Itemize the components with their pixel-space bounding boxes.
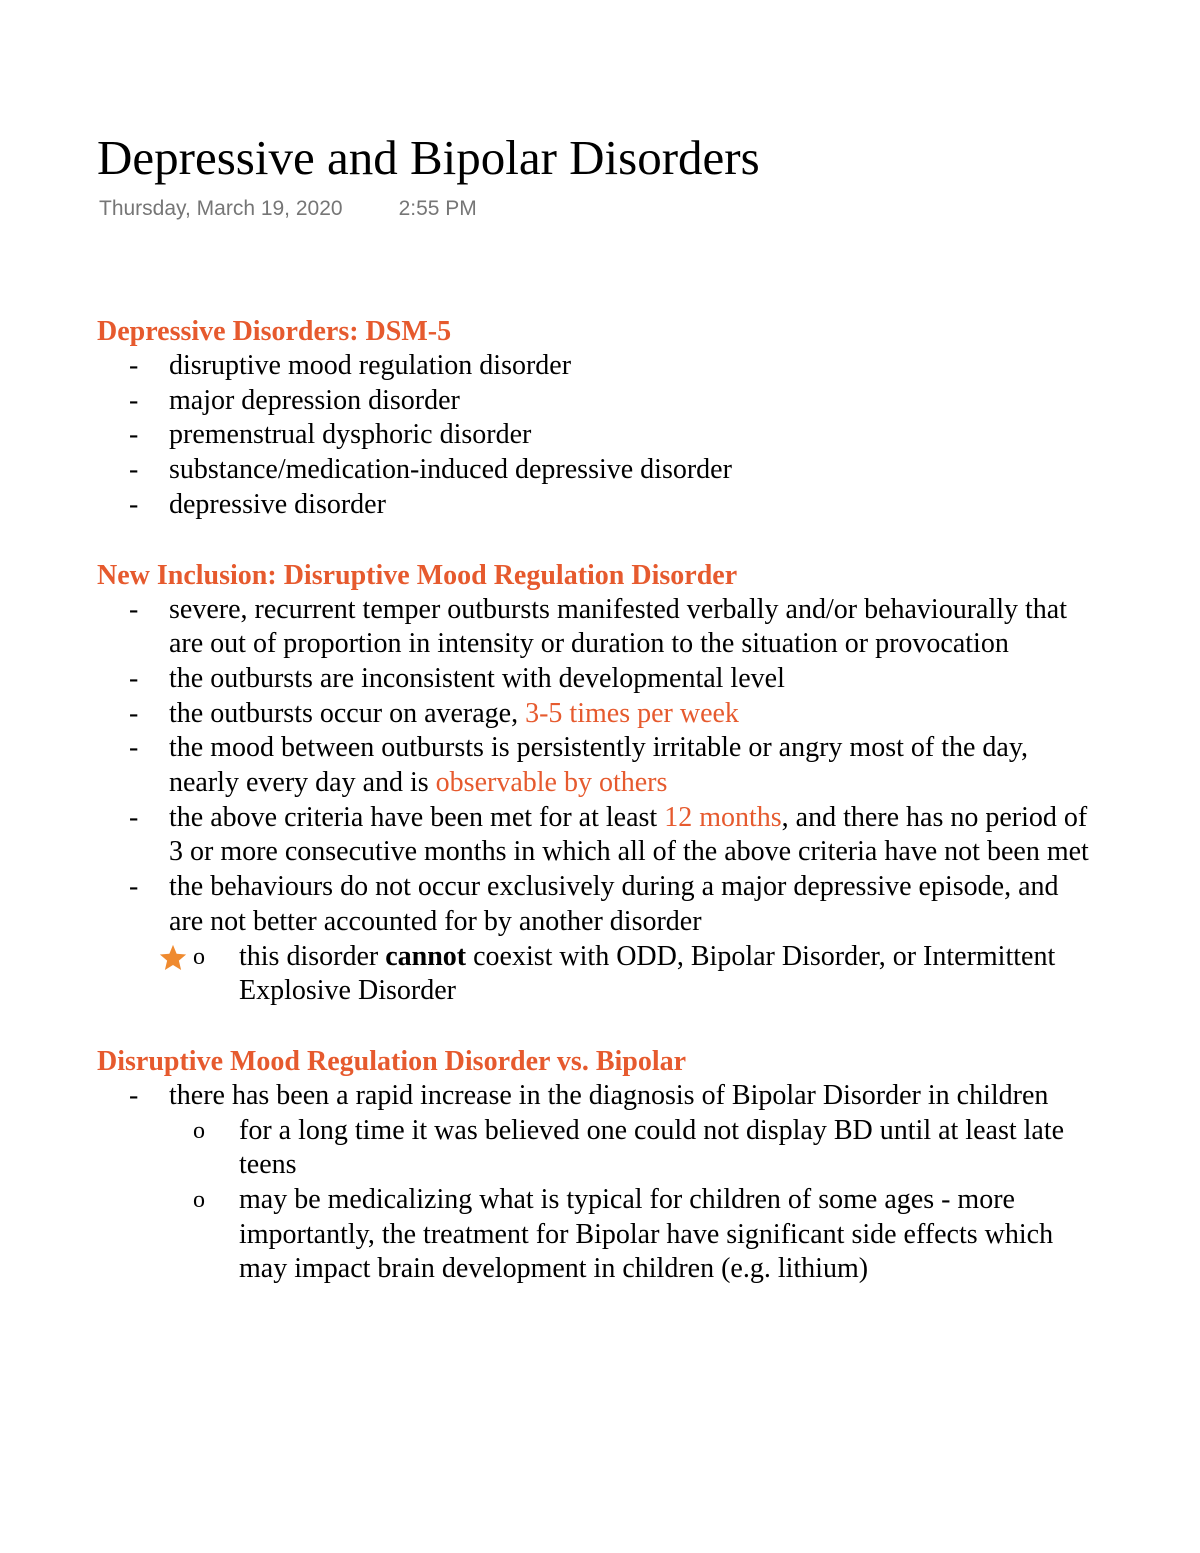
sub-bullet-list bbox=[97, 1114, 1097, 1288]
list-item-text: disruptive mood regulation disorder bbox=[169, 350, 572, 381]
dash-bullet: - bbox=[129, 384, 139, 416]
dash-bullet: - bbox=[129, 419, 139, 451]
dash-bullet: - bbox=[129, 488, 139, 520]
section-heading: Depressive Disorders: DSM-5 bbox=[97, 316, 452, 347]
list-item-text: the mood between outbursts is persistently irritable or angry most of the day, nearly every day and is bbox=[169, 732, 1029, 799]
list-item-text: coexist with ODD, Bipolar Disorder, or Intermittent Explosive Disorder bbox=[239, 940, 1056, 1007]
note-body bbox=[97, 314, 1097, 1287]
dash-bullet: - bbox=[129, 454, 139, 486]
list-item bbox=[97, 453, 1097, 488]
sub-list-item bbox=[97, 1114, 1097, 1183]
list-item bbox=[97, 418, 1097, 453]
sub-list-item bbox=[97, 940, 1097, 1009]
page-title: Depressive and Bipolar Disorders bbox=[97, 130, 760, 185]
bullet-list bbox=[97, 1079, 1097, 1287]
sub-bullet-list bbox=[97, 940, 1097, 1009]
list-item-text: the outbursts occur on average, bbox=[169, 697, 526, 729]
list-item bbox=[97, 697, 1097, 732]
list-item-text: for a long time it was believed one could not display BD until at least late teens bbox=[239, 1114, 1065, 1181]
dash-bullet: - bbox=[129, 1079, 139, 1111]
highlight-text: 3-5 times per week bbox=[525, 697, 739, 729]
note-date: Thursday, March 19, 2020 bbox=[99, 197, 343, 220]
list-item-text: major depression disorder bbox=[169, 384, 460, 416]
circle-bullet: o bbox=[193, 1117, 205, 1144]
list-item bbox=[97, 384, 1097, 419]
dash-bullet: - bbox=[129, 593, 139, 625]
dash-bullet: - bbox=[129, 801, 139, 833]
dash-bullet: - bbox=[129, 697, 139, 729]
list-item-text: premenstrual dysphoric disorder bbox=[169, 419, 532, 451]
list-item bbox=[97, 1079, 1097, 1287]
list-item bbox=[97, 349, 1097, 384]
list-item bbox=[97, 801, 1097, 870]
dash-bullet: - bbox=[129, 662, 139, 694]
list-item bbox=[97, 731, 1097, 800]
highlight-text: 12 months bbox=[664, 801, 782, 833]
list-item-text: severe, recurrent temper outbursts manifested verbally and/or behaviourally that are out of proportion in intensity or duration to the situation or provocation bbox=[169, 593, 1067, 660]
list-item bbox=[97, 870, 1097, 1009]
dash-bullet: - bbox=[129, 871, 139, 903]
circle-bullet: o bbox=[193, 943, 205, 970]
list-item bbox=[97, 662, 1097, 697]
list-item-text: there has been a rapid increase in the diagnosis of Bipolar Disorder in children bbox=[169, 1079, 1049, 1111]
section-heading: Disruptive Mood Regulation Disorder vs. Bipolar bbox=[97, 1045, 687, 1077]
section-new-inclusion bbox=[97, 558, 1097, 1009]
section-depressive-disorders bbox=[97, 314, 1097, 523]
highlight-text: observable by others bbox=[435, 767, 668, 799]
list-item-text: this disorder bbox=[239, 940, 386, 972]
star-icon bbox=[158, 943, 188, 973]
circle-bullet: o bbox=[193, 1187, 205, 1214]
list-item-text: may be medicalizing what is typical for children of some ages - more importantly, the treatment for Bipolar have significant side effects which may impact brain development in children (e.g. lithium) bbox=[239, 1184, 1054, 1285]
dash-bullet: - bbox=[129, 732, 139, 764]
bullet-list bbox=[97, 593, 1097, 1009]
dash-bullet: - bbox=[129, 350, 139, 381]
list-item-text: the behaviours do not occur exclusively during a major depressive episode, and are not better accounted for by another disorder bbox=[169, 871, 1059, 937]
list-item bbox=[97, 488, 1097, 523]
list-item bbox=[97, 593, 1097, 662]
section-dmrd-vs-bipolar bbox=[97, 1044, 1097, 1287]
sub-list-item bbox=[97, 1183, 1097, 1287]
note-time: 2:55 PM bbox=[398, 197, 477, 220]
bullet-list bbox=[97, 349, 1097, 523]
section-heading: New Inclusion: Disruptive Mood Regulation Disorder bbox=[97, 559, 738, 591]
list-item-text: , and there has no period of 3 or more consecutive months in which all of the above criteria have not been met bbox=[169, 801, 1089, 868]
list-item-text: the above criteria have been met for at least bbox=[169, 801, 665, 833]
note-timestamp bbox=[99, 195, 477, 223]
list-item-text: the outbursts are inconsistent with developmental level bbox=[169, 662, 785, 694]
list-item-text: depressive disorder bbox=[169, 488, 386, 520]
bold-text: cannot bbox=[385, 940, 467, 972]
list-item-text: substance/medication-induced depressive disorder bbox=[169, 454, 732, 486]
